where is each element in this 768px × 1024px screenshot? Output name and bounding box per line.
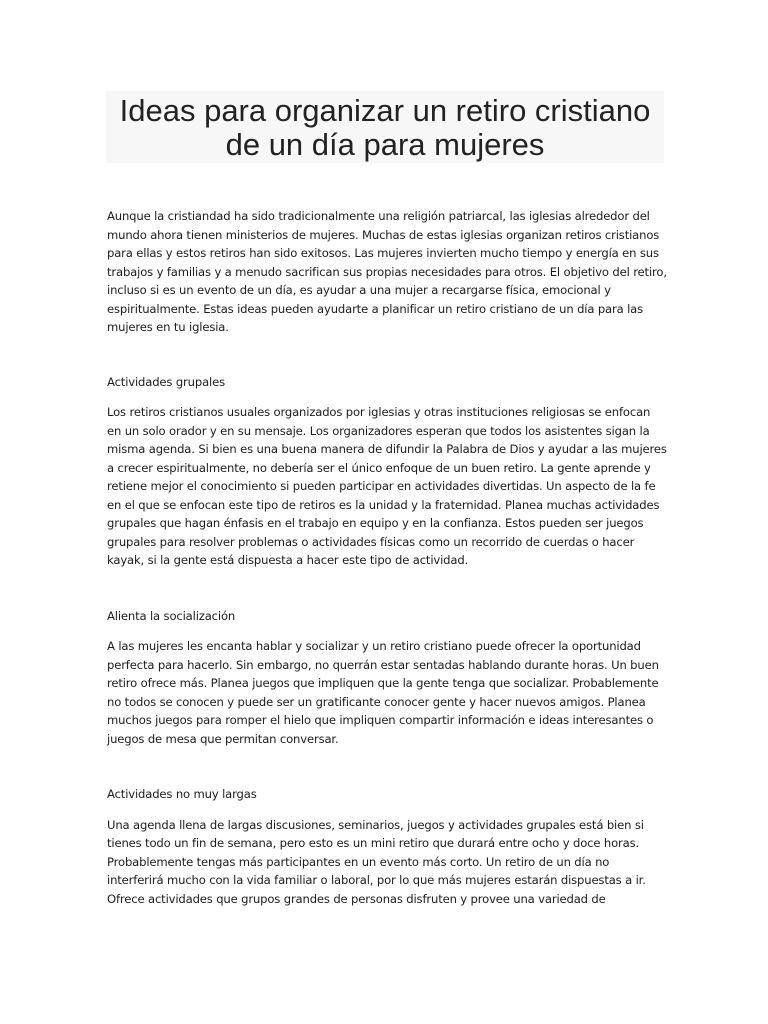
section-text-actividades-no-muy-largas: Una agenda llena de largas discusiones, seminarios, juegos y actividades grupales está bien si tienes todo un fin de semana, pero esto es un mini retiro que durará entre ocho y doce horas. Probablemente tengas más participantes en un evento más corto. Un retiro de un día no interferirá mucho con la vida familiar o laboral, por lo que más mujeres estarán dispuestas a ir. Ofrece actividades que grupos grandes de personas disfruten y provee una variedad de bbox=[107, 817, 646, 906]
title-banner bbox=[106, 91, 664, 163]
intro-paragraph: Aunque la cristiandad ha sido tradicionalmente una religión patriarcal, las iglesias alrededor del mundo ahora tienen ministerios de mujeres. Muchas de estas iglesias organizan retiros cristianos para ellas y estos retiros han sido exitosos. Las mujeres invierten mucho tiempo y energía en sus trabajos y familias y a menudo sacrifican sus propias necesidades para otros. El objetivo del retiro, incluso si es un evento de un día, es ayudar a una mujer a recargarse física, emocional y espiritualmente. Estas ideas pueden ayudarte a planificar un retiro cristiano de un día para las mujeres en tu iglesia. bbox=[107, 209, 667, 334]
section-heading-actividades-no-muy-largas: Actividades no muy largas bbox=[107, 787, 257, 801]
section-text-actividades-grupales: Los retiros cristianos usuales organizados por iglesias y otras instituciones religiosas se enfocan en un solo orador y en su mensaje. Los organizadores esperan que todos los asistentes sigan la misma agenda. Si bien es una buena manera de difundir la Palabra de Dios y ayudar a las mujeres a crecer espiritualmente, no debería ser el único enfoque de un buen retiro. La gente aprende y retiene mejor el conocimiento si pueden participar en actividades divertidas. Un aspecto de la fe en el que se enfocan este tipo de retiros es la unidad y la fraternidad. Planea muchas actividades grupales que hagan énfasis en el trabajo en equipo y en la confianza. Estos pueden ser juegos grupales para resolver problemas o actividades físicas como un recorrido de cuerdas o hacer kayak, si la gente está dispuesta a hacer este tipo de actividad. bbox=[107, 405, 667, 567]
document-title: Ideas para organizar un retiro cristiano de un día para mujeres bbox=[119, 93, 651, 162]
section-text-alienta-socializacion: A las mujeres les encanta hablar y socializar y un retiro cristiano puede ofrecer la oportunidad perfecta para hacerlo. Sin embargo, no querrán estar sentadas hablando durante horas. Un buen retiro ofrece más. Planea juegos que impliquen que la gente tenga que socializar. Probablemente no todos se conocen y puede ser un gratificante conocer gente y hacer nuevos amigos. Planea muchos juegos para romper el hielo que impliquen compartir información e ideas interesantes o juegos de mesa que permitan conversar. bbox=[107, 639, 659, 746]
section-heading-alienta-socializacion: Alienta la socialización bbox=[107, 608, 236, 623]
section-heading-actividades-grupales: Actividades grupales bbox=[107, 374, 225, 389]
document-body bbox=[107, 207, 667, 945]
